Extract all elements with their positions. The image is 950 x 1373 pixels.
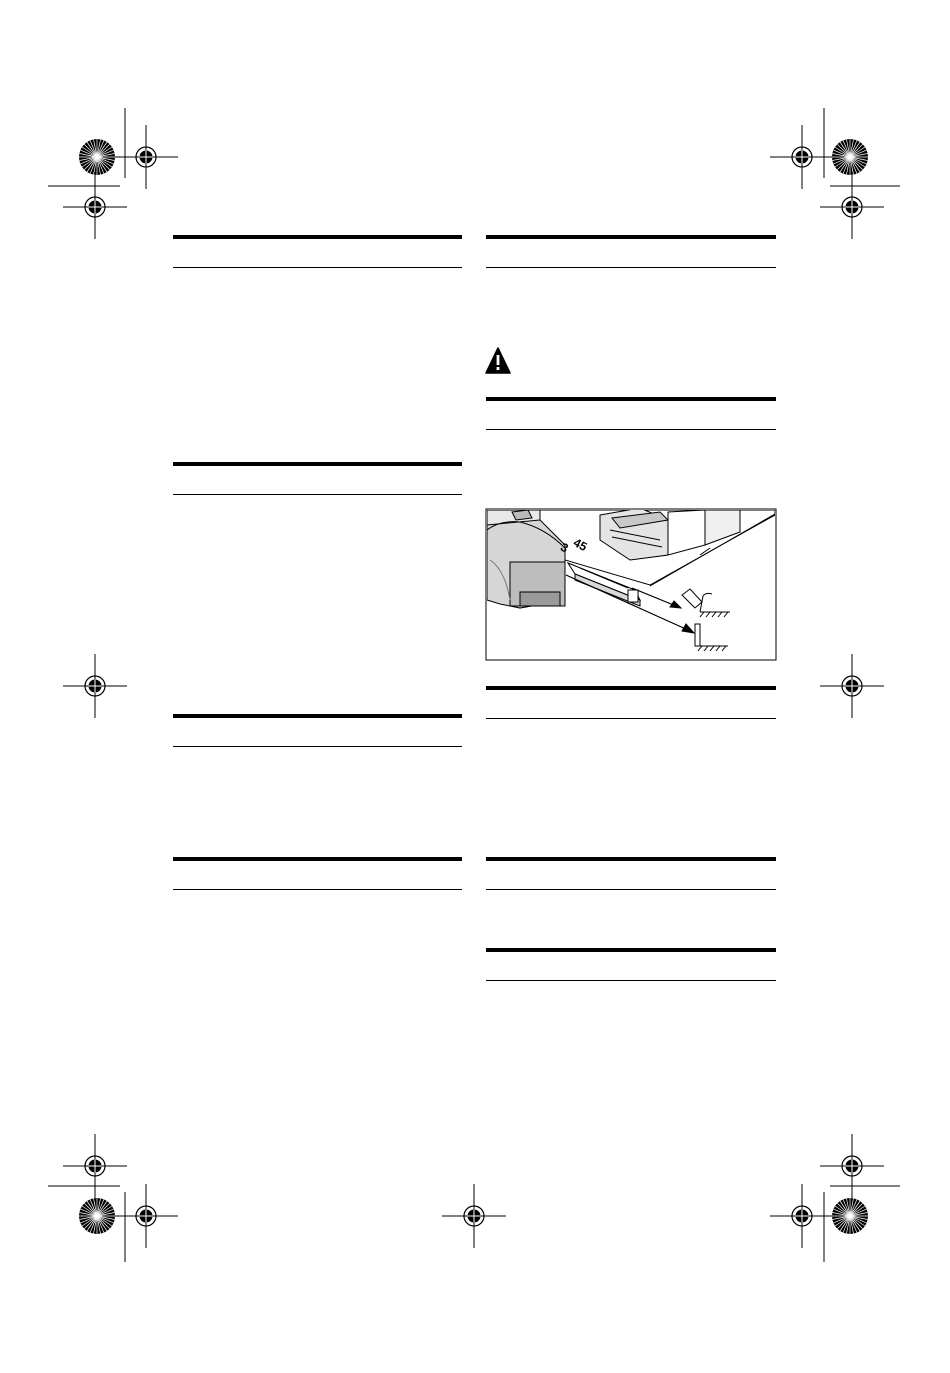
- warning-triangle-icon: [486, 348, 510, 373]
- scale-label-45: 45: [571, 535, 590, 555]
- section-rule: [486, 686, 776, 719]
- miter-scale-figure: [486, 508, 776, 660]
- section-rule: [173, 235, 462, 268]
- section-rule: [173, 462, 462, 495]
- registration-mark-icon: [63, 654, 127, 718]
- left-column: [173, 235, 462, 890]
- registration-mark-icon: [114, 1184, 178, 1248]
- section-rule: [486, 397, 776, 430]
- color-wheel-icon: [79, 1198, 115, 1234]
- color-wheel-icon: [832, 139, 868, 175]
- registration-mark-icon: [820, 654, 884, 718]
- right-column: [486, 235, 776, 981]
- section-rule: [486, 857, 776, 890]
- section-rule: [486, 948, 776, 981]
- color-wheel-icon: [79, 139, 115, 175]
- scale-label-partial: 3: [558, 539, 571, 556]
- section-rule: [486, 235, 776, 268]
- section-rule: [173, 714, 462, 747]
- registration-mark-icon: [442, 1184, 506, 1248]
- crop-marks: [48, 108, 900, 1262]
- registration-mark-icon: [820, 175, 884, 239]
- registration-mark-icon: [63, 1134, 127, 1198]
- color-wheel-icon: [832, 1198, 868, 1234]
- registration-mark-icon: [820, 1134, 884, 1198]
- registration-mark-icon: [63, 175, 127, 239]
- registration-mark-icon: [114, 125, 178, 189]
- section-rule: [173, 857, 462, 890]
